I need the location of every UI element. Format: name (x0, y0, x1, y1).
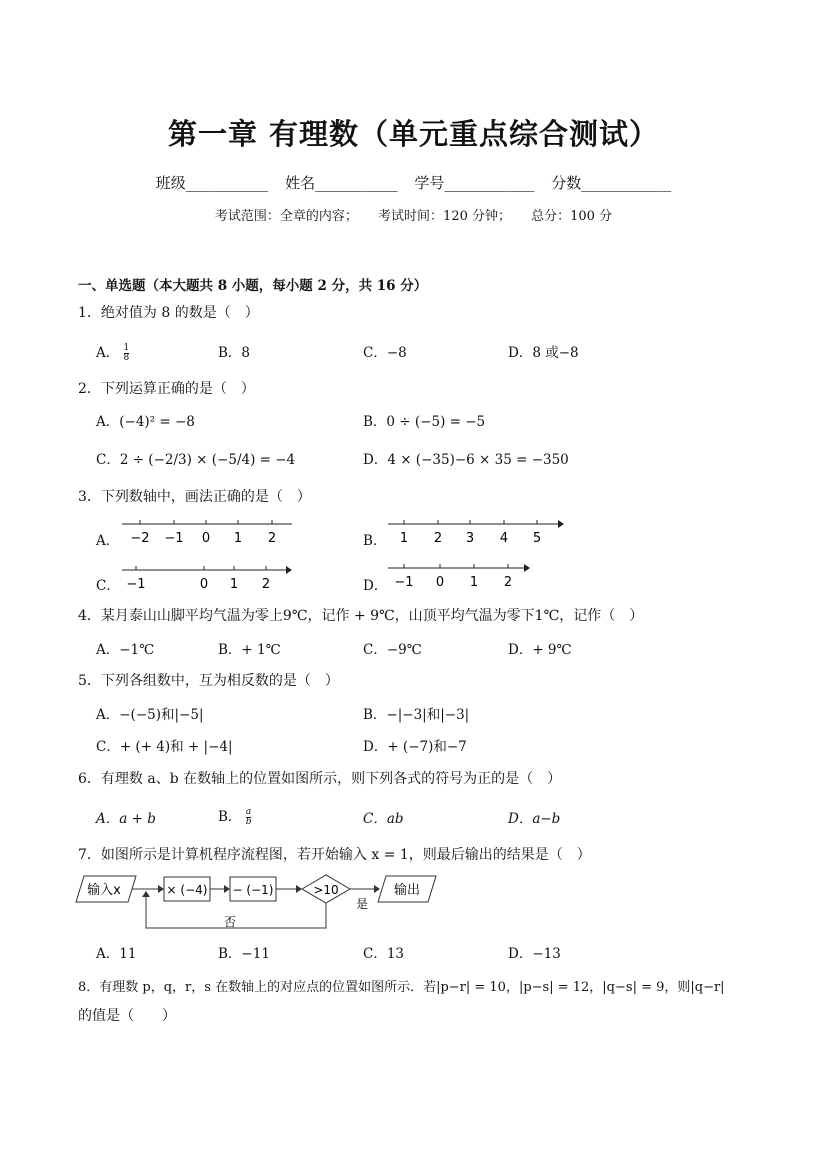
q5-option-b[interactable]: B．−|−3|和|−3| (363, 707, 470, 723)
q3-axis-c (120, 560, 300, 594)
flow-yes-label: 是 (355, 897, 369, 911)
q3-option-a[interactable]: A． (96, 533, 120, 549)
q5-option-d[interactable]: D．+ (−7)和−7 (363, 739, 467, 755)
exam-scope: 考试范围：全章的内容； (214, 209, 358, 224)
question-8-stem-cont: 的值是（ ） (78, 1008, 176, 1024)
q3-axis-a (120, 514, 300, 548)
page-title: 第一章 有理数（单元重点综合测试） (167, 117, 660, 151)
q3-axis-b-tick-label: 5 (532, 531, 542, 546)
q3-axis-a-tick-label: 2 (267, 531, 277, 546)
q3-axis-d (386, 558, 546, 592)
q3-axis-d-tick-label: 2 (503, 575, 513, 590)
flow-compare-text: >10 (313, 883, 339, 897)
q1-option-b[interactable]: B．8 (218, 345, 251, 361)
q3-axis-a-tick-label: −2 (130, 531, 150, 546)
q2-option-b[interactable]: B．0 ÷ (−5) = −5 (363, 414, 486, 430)
question-5-stem: 5．下列各组数中，互为相反数的是（ ） (78, 673, 339, 689)
q3-axis-b-tick-label: 4 (499, 531, 509, 546)
question-6-stem: 6．有理数 a、b 在数轴上的位置如图所示，则下列各式的符号为正的是（ ） (78, 771, 562, 787)
q5-option-a[interactable]: A．−(−5)和|−5| (96, 707, 204, 723)
name-field[interactable]: 姓名___________ (285, 174, 398, 192)
q6-option-d[interactable]: D．a−b (508, 811, 561, 827)
q3-axis-d-tick-label: 1 (469, 575, 479, 590)
q7-flowchart (74, 872, 444, 934)
q1-option-a[interactable] (96, 341, 129, 363)
exam-meta (0, 205, 827, 224)
q7-option-b[interactable]: B．−11 (218, 946, 270, 962)
q1-fraction-denominator: 8 (123, 353, 130, 363)
q1-fraction (124, 344, 130, 363)
section-heading: 一、单选题（本大题共 8 小题，每小题 2 分，共 16 分） (78, 278, 428, 294)
q3-axis-d-tick-label: −1 (394, 575, 414, 590)
q1-fraction-numerator: 1 (123, 343, 130, 353)
q3-axis-b-tick-label: 3 (465, 531, 475, 546)
class-field[interactable]: 班级___________ (155, 174, 269, 192)
q3-axis-a-tick-label: 0 (201, 531, 211, 546)
q3-option-d[interactable]: D． (363, 578, 388, 594)
flow-output-text: 输出 (393, 883, 421, 898)
q3-axis-c-tick-label: 2 (261, 577, 271, 592)
student-id-field[interactable]: 学号____________ (414, 174, 535, 192)
q4-option-b[interactable]: B．+ 1℃ (218, 642, 281, 658)
q4-option-a[interactable]: A．−1℃ (96, 642, 155, 658)
q3-axis-b-tick-label: 1 (399, 531, 409, 546)
question-1-stem: 1．绝对值为 8 的数是（ ） (78, 305, 259, 321)
question-8-stem: 8．有理数 p，q，r，s 在数轴上的对应点的位置如图所示．若|p−r| = 10，|p−s| = 12，|q−s| = 9，则|q−r| (78, 980, 725, 995)
q1-option-a-label: A． (96, 345, 120, 361)
q2-option-d[interactable]: D．4 × (−35)−6 × 35 = −350 (363, 452, 569, 468)
q1-option-d[interactable]: D．8 或−8 (508, 345, 579, 361)
q4-option-c[interactable]: C．−9℃ (363, 642, 422, 658)
question-7-stem: 7．如图所示是计算机程序流程图，若开始输入 x = 1，则最后输出的结果是（ ） (78, 847, 591, 863)
exam-total: 总分：100 分 (531, 209, 613, 224)
q6-fraction-denominator: b (245, 817, 252, 827)
score-field[interactable]: 分数____________ (551, 174, 672, 192)
flow-subtract-text: − (−1) (232, 883, 274, 897)
q3-option-c[interactable]: C． (96, 578, 120, 594)
q6-option-b-label: B． (218, 809, 242, 825)
flow-no-label: 否 (223, 915, 237, 929)
q3-axis-c-tick-label: 0 (199, 577, 209, 592)
q3-axis-c-tick-label: 1 (229, 577, 239, 592)
exam-time: 考试时间：120 分钟； (378, 209, 511, 224)
q7-option-a[interactable]: A．11 (96, 946, 137, 962)
q3-axis-d-tick-label: 0 (435, 575, 445, 590)
q3-axis-a-tick-label: −1 (164, 531, 184, 546)
q4-option-d[interactable]: D．+ 9℃ (508, 642, 572, 658)
q3-axis-b-tick-label: 2 (433, 531, 443, 546)
flow-multiply-text: × (−4) (166, 883, 208, 897)
question-3-stem: 3．下列数轴中，画法正确的是（ ） (78, 489, 311, 505)
q5-option-c[interactable]: C．+ (+ 4)和 + |−4| (96, 739, 233, 755)
q6-fraction (246, 808, 252, 827)
q1-option-c[interactable]: C．−8 (363, 345, 407, 361)
question-4-stem: 4．某月泰山山脚平均气温为零上9℃，记作 + 9℃，山顶平均气温为零下1℃，记作（ ） (78, 608, 644, 624)
flow-input-text: 输入x (87, 883, 121, 898)
q7-option-c[interactable]: C．13 (363, 946, 405, 962)
question-2-stem: 2．下列运算正确的是（ ） (78, 381, 255, 397)
q3-option-b[interactable]: B． (363, 533, 387, 549)
student-info-line (0, 172, 827, 193)
q3-axis-c-tick-label: −1 (126, 577, 146, 592)
q3-axis-b (386, 514, 566, 548)
q2-option-a[interactable]: A．(−4)² = −8 (96, 414, 195, 430)
q6-option-b[interactable] (218, 805, 251, 827)
q6-option-a[interactable]: A．a + b (96, 811, 156, 827)
q6-option-c[interactable]: C．ab (363, 811, 404, 827)
q2-option-c[interactable]: C．2 ÷ (−2/3) × (−5/4) = −4 (96, 452, 296, 468)
q7-option-d[interactable]: D．−13 (508, 946, 561, 962)
q6-fraction-numerator: a (245, 807, 252, 817)
q3-axis-a-tick-label: 1 (233, 531, 243, 546)
